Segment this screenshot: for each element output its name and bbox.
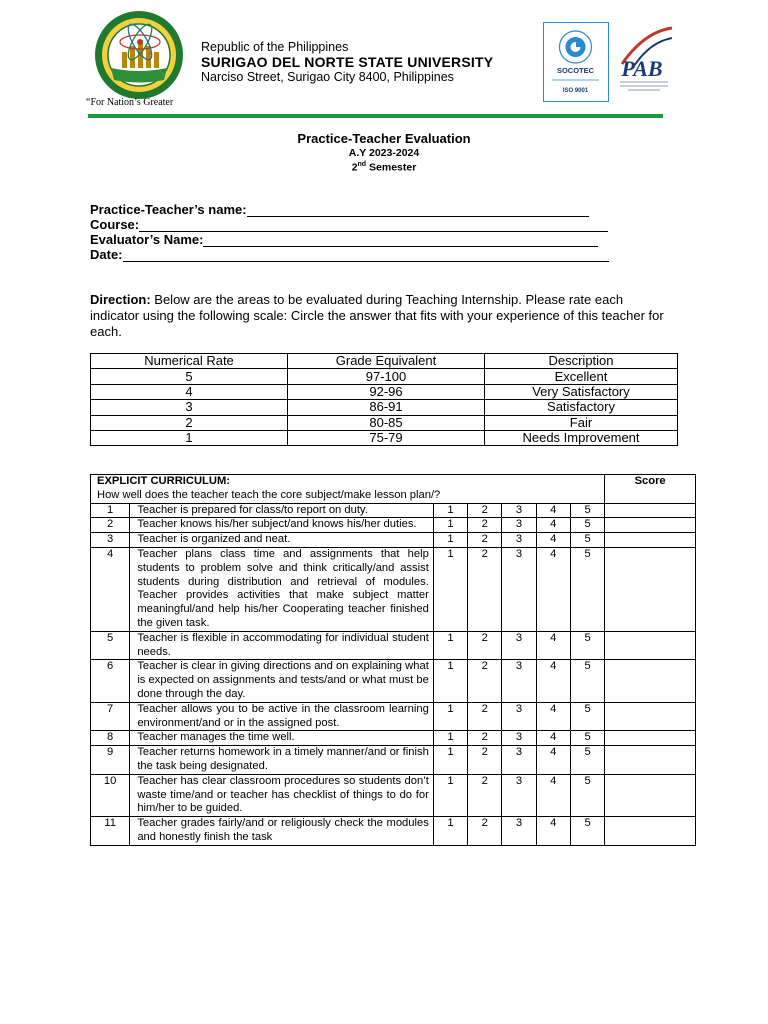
score-cell[interactable] xyxy=(605,631,696,660)
semester: 2nd Semester xyxy=(351,161,417,174)
table-row: 5 97-100 Excellent xyxy=(91,369,678,384)
rating-option[interactable]: 4 xyxy=(536,503,570,518)
name-blank[interactable] xyxy=(247,205,589,217)
republic-line: Republic of the Philippines xyxy=(201,40,349,54)
column-header: Numerical Rate xyxy=(91,354,288,369)
rating-option[interactable]: 4 xyxy=(536,817,570,846)
course-blank[interactable] xyxy=(139,220,608,232)
table-row xyxy=(91,774,696,816)
score-header: Score xyxy=(605,475,696,504)
rating-option[interactable]: 3 xyxy=(502,731,536,746)
rating-option[interactable]: 5 xyxy=(570,702,604,731)
rating-option[interactable]: 2 xyxy=(468,547,502,631)
rating-option[interactable]: 2 xyxy=(468,746,502,775)
rating-option[interactable]: 4 xyxy=(536,774,570,816)
rating-option[interactable]: 5 xyxy=(570,631,604,660)
evaluator-name-field[interactable]: Evaluator’s Name: xyxy=(90,232,609,247)
rating-option[interactable]: 3 xyxy=(502,660,536,702)
score-cell[interactable] xyxy=(605,547,696,631)
section-question: How well does the teacher teach the core subject/make lesson plan/? xyxy=(97,488,441,501)
table-row: 2 80-85 Fair xyxy=(91,415,678,430)
date-field[interactable]: Date: xyxy=(90,247,609,262)
rating-option[interactable]: 2 xyxy=(468,817,502,846)
item-number: 9 xyxy=(91,746,130,775)
item-number: 3 xyxy=(91,533,130,548)
rating-option[interactable]: 1 xyxy=(433,503,467,518)
evaluation-table xyxy=(90,474,696,846)
item-number: 1 xyxy=(91,503,130,518)
table-row: 1 75-79 Needs Improvement xyxy=(91,430,678,445)
rating-option[interactable]: 3 xyxy=(502,503,536,518)
indicator-text: Teacher is prepared for class/to report on duty. xyxy=(130,503,434,518)
rating-option[interactable]: 2 xyxy=(468,731,502,746)
table-row: 4 92-96 Very Satisfactory xyxy=(91,384,678,399)
item-number: 6 xyxy=(91,660,130,702)
section-title: EXPLICIT CURRICULUM: xyxy=(97,475,230,487)
rating-option[interactable]: 2 xyxy=(468,631,502,660)
rating-option[interactable]: 4 xyxy=(536,746,570,775)
indicator-text: Teacher plans class time and assignments that help students to problem solve and think critically/and assist students during distribution and retrieval of modules. Teacher provides activities that make subject matter meaningful/and help his/her Cooperating teacher finished the given task. xyxy=(130,547,434,631)
table-row xyxy=(91,746,696,775)
rating-option[interactable]: 2 xyxy=(468,503,502,518)
item-number: 11 xyxy=(91,817,130,846)
rating-option[interactable]: 4 xyxy=(536,631,570,660)
university-seal-logo xyxy=(84,10,194,110)
indicator-text: Teacher is organized and neat. xyxy=(130,533,434,548)
indicator-text: Teacher is clear in giving directions and on explaining what is expected on assignments and tests/and or what must be done through the day. xyxy=(130,660,434,702)
indicator-text: Teacher knows his/her subject/and knows his/her duties. xyxy=(130,518,434,533)
rating-option[interactable]: 2 xyxy=(468,702,502,731)
table-row xyxy=(91,533,696,548)
university-motto: “For Nation’s Greater xyxy=(86,97,174,108)
rating-option[interactable]: 3 xyxy=(502,774,536,816)
form-title-block xyxy=(0,131,768,174)
rating-option[interactable]: 1 xyxy=(433,702,467,731)
evaluation-body xyxy=(91,503,696,845)
table-row: 3 86-91 Satisfactory xyxy=(91,400,678,415)
evaluator-blank[interactable] xyxy=(203,235,598,247)
rating-option[interactable]: 1 xyxy=(433,631,467,660)
rating-option[interactable]: 4 xyxy=(536,731,570,746)
practice-teacher-name-field[interactable]: Practice-Teacher’s name: xyxy=(90,202,609,217)
rating-option[interactable]: 5 xyxy=(570,547,604,631)
item-number: 8 xyxy=(91,731,130,746)
rating-option[interactable]: 5 xyxy=(570,731,604,746)
table-row xyxy=(91,631,696,660)
rating-option[interactable]: 1 xyxy=(433,533,467,548)
table-row xyxy=(91,503,696,518)
university-address: Narciso Street, Surigao City 8400, Philippines xyxy=(201,70,454,84)
rating-option[interactable]: 5 xyxy=(570,518,604,533)
score-cell[interactable] xyxy=(605,518,696,533)
iso-label: ISO 9001 xyxy=(562,88,589,94)
header-text-block xyxy=(201,40,493,85)
rating-option[interactable]: 5 xyxy=(570,503,604,518)
score-cell[interactable] xyxy=(605,702,696,731)
rating-option[interactable]: 5 xyxy=(570,660,604,702)
score-cell[interactable] xyxy=(605,503,696,518)
item-number: 4 xyxy=(91,547,130,631)
rating-option[interactable]: 5 xyxy=(570,817,604,846)
rating-option[interactable]: 3 xyxy=(502,817,536,846)
rating-option[interactable]: 5 xyxy=(570,746,604,775)
rating-option[interactable]: 1 xyxy=(433,731,467,746)
form-title: Practice-Teacher Evaluation xyxy=(297,131,471,146)
indicator-text: Teacher allows you to be active in the classroom learning environment/and or in the assigned post. xyxy=(130,702,434,731)
socotec-label: SOCOTEC xyxy=(556,66,595,75)
direction-paragraph: Direction: Below are the areas to be evaluated during Teaching Internship. Please rate each indicator using the following scale: Circle the answer that fits with your experience of this teacher for each. xyxy=(90,292,664,339)
column-header: Description xyxy=(485,354,678,369)
rating-option[interactable]: 3 xyxy=(502,702,536,731)
table-row xyxy=(91,702,696,731)
table-row xyxy=(91,518,696,533)
table-header-row xyxy=(91,354,678,369)
item-number: 5 xyxy=(91,631,130,660)
indicator-text: Teacher returns homework in a timely manner/and or finish the task being designated. xyxy=(130,746,434,775)
rating-option[interactable]: 2 xyxy=(468,518,502,533)
rating-option[interactable]: 1 xyxy=(433,660,467,702)
rating-option[interactable]: 1 xyxy=(433,547,467,631)
table-row xyxy=(91,547,696,631)
pab-accreditation-logo xyxy=(614,24,678,96)
column-header: Grade Equivalent xyxy=(288,354,485,369)
score-cell[interactable] xyxy=(605,746,696,775)
item-number: 10 xyxy=(91,774,130,816)
rating-option[interactable]: 2 xyxy=(468,533,502,548)
form-fields xyxy=(90,202,609,262)
rating-scale-table xyxy=(90,353,678,446)
score-cell[interactable] xyxy=(605,731,696,746)
section-header-row xyxy=(91,475,696,504)
rating-option[interactable]: 3 xyxy=(502,547,536,631)
socotec-iso-badge xyxy=(543,22,609,102)
section-header xyxy=(91,475,605,504)
indicator-text: Teacher grades fairly/and or religiously check the modules and honestly finish the task xyxy=(130,817,434,846)
document-header xyxy=(0,0,768,120)
table-row xyxy=(91,660,696,702)
table-row xyxy=(91,817,696,846)
rating-option[interactable]: 4 xyxy=(536,533,570,548)
item-number: 7 xyxy=(91,702,130,731)
academic-year: A.Y 2023-2024 xyxy=(348,147,420,159)
header-divider xyxy=(88,114,663,118)
rating-option[interactable]: 4 xyxy=(536,660,570,702)
table-row xyxy=(91,731,696,746)
indicator-text: Teacher has clear classroom procedures so students don’t waste time/and or teacher has checklist of things to do for him/her to be guided. xyxy=(130,774,434,816)
rating-option[interactable]: 2 xyxy=(468,660,502,702)
score-cell[interactable] xyxy=(605,660,696,702)
rating-option[interactable]: 1 xyxy=(433,817,467,846)
rating-option[interactable]: 1 xyxy=(433,518,467,533)
rating-option[interactable]: 2 xyxy=(468,774,502,816)
rating-option[interactable]: 4 xyxy=(536,547,570,631)
rating-option[interactable]: 1 xyxy=(433,774,467,816)
score-cell[interactable] xyxy=(605,774,696,816)
indicator-text: Teacher manages the time well. xyxy=(130,731,434,746)
rating-option[interactable]: 1 xyxy=(433,746,467,775)
score-cell[interactable] xyxy=(605,533,696,548)
score-cell[interactable] xyxy=(605,817,696,846)
rating-option[interactable]: 3 xyxy=(502,746,536,775)
rating-option[interactable]: 4 xyxy=(536,702,570,731)
rating-option[interactable]: 3 xyxy=(502,631,536,660)
rating-option[interactable]: 5 xyxy=(570,774,604,816)
rating-option[interactable]: 3 xyxy=(502,518,536,533)
university-name: SURIGAO DEL NORTE STATE UNIVERSITY xyxy=(201,54,494,70)
item-number: 2 xyxy=(91,518,130,533)
course-field[interactable]: Course: xyxy=(90,217,609,232)
rating-option[interactable]: 3 xyxy=(502,533,536,548)
pab-mark: PAB xyxy=(621,56,663,81)
rating-option[interactable]: 5 xyxy=(570,533,604,548)
indicator-text: Teacher is flexible in accommodating for individual student needs. xyxy=(130,631,434,660)
date-blank[interactable] xyxy=(123,250,609,262)
rating-option[interactable]: 4 xyxy=(536,518,570,533)
